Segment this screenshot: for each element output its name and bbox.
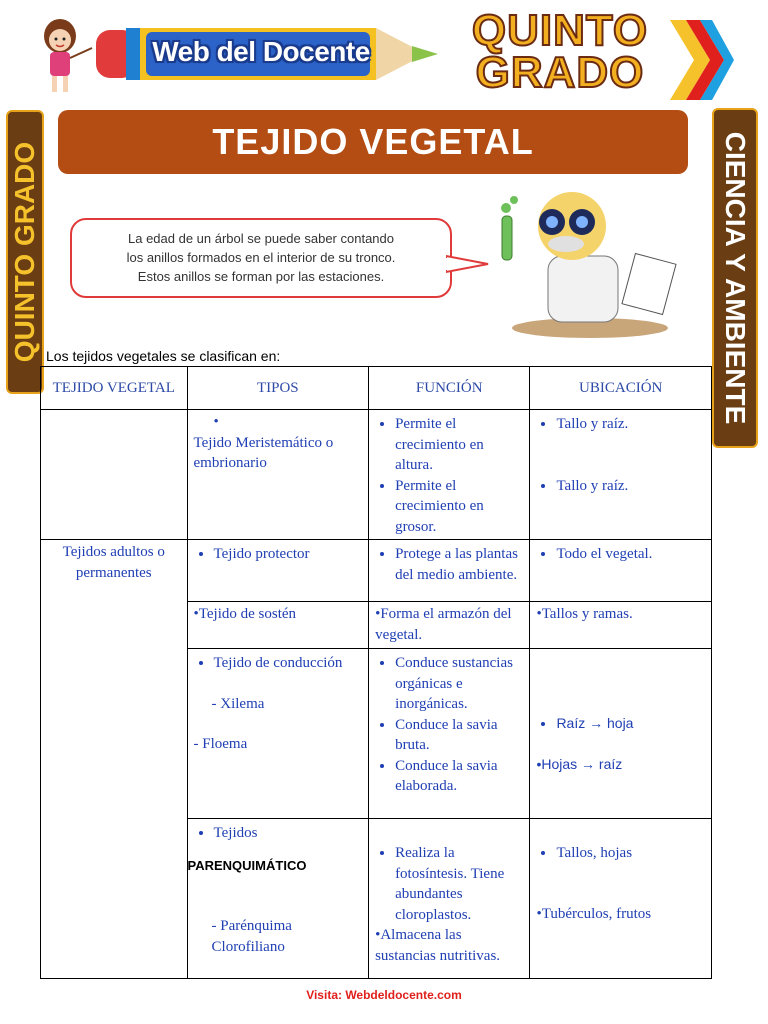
intro-text: Los tejidos vegetales se clasifican en: — [46, 348, 281, 364]
header-funcion: FUNCIÓN — [369, 367, 530, 410]
table-cell — [187, 819, 369, 979]
table-cell — [369, 410, 530, 540]
grade-heading-line2: GRADO — [475, 48, 645, 97]
tipo-item: • Tejido de conducción — [214, 653, 363, 674]
tipo-bold: PARENQUIMÁTICO — [187, 857, 307, 873]
title-banner — [58, 110, 688, 174]
table-cell — [530, 819, 712, 979]
ubicacion-item: •Tubérculos, frutos — [536, 905, 652, 922]
bubble-line-1: La edad de un árbol se puede saber contando — [128, 231, 394, 246]
funcion-item: • Conduce la savia bruta. — [395, 715, 523, 756]
funcion-item: • Conduce la savia elaborada. — [395, 756, 523, 797]
ubicacion-item: • Tallos, hojas — [556, 843, 705, 864]
table-cell — [187, 410, 369, 540]
funcion-item: • Protege a las plantas del medio ambiente. — [395, 544, 523, 585]
tipo-item: • Tejido protector — [214, 544, 363, 565]
funcion-item: • Permite el crecimiento en grosor. — [395, 476, 523, 538]
grade-heading — [440, 6, 680, 97]
table-cell — [530, 649, 712, 819]
tipo-sub: - Floema — [193, 736, 248, 752]
table-row — [41, 410, 712, 540]
ubicacion-item: • Tallo y raíz. — [556, 476, 705, 497]
speech-bubble-tail-icon — [446, 254, 490, 274]
side-banner-left — [6, 110, 44, 394]
ubicacion-item: • Raíz → hoja — [556, 713, 705, 734]
table-cell — [530, 410, 712, 540]
side-banner-left-text: QUINTO GRADO — [9, 141, 40, 363]
header-tejido: TEJIDO VEGETAL — [41, 367, 188, 410]
ubicacion-item: •Hojas → raíz — [536, 755, 623, 772]
table-cell — [41, 410, 188, 540]
tipo-sub: - Parénquima Clorofiliano — [211, 918, 292, 955]
bubble-line-3: Estos anillos se forman por las estaciones. — [137, 269, 385, 284]
scientist-illustration — [490, 186, 686, 342]
speech-bubble-text — [84, 229, 438, 286]
speech-bubble — [70, 218, 452, 298]
teacher-illustration — [30, 14, 96, 98]
grade-heading-line1: QUINTO — [471, 6, 649, 55]
table-cell: •Tejido de sostén — [187, 602, 369, 649]
tipo-sub: - Xilema — [211, 695, 265, 712]
bubble-line-2: los anillos formados en el interior de su tronco. — [126, 250, 396, 265]
table-header-row — [41, 367, 712, 410]
side-banner-right — [712, 108, 758, 448]
ubicacion-item: • Tallo y raíz. — [556, 414, 705, 435]
page-title: TEJIDO VEGETAL — [212, 121, 534, 162]
tipo-bullet: • — [213, 414, 219, 430]
tipo-item: • Tejidos — [214, 823, 363, 844]
table-row — [41, 540, 712, 602]
table-cell: •Tallos y ramas. — [530, 602, 712, 649]
tissue-table — [40, 366, 712, 979]
table-cell — [187, 540, 369, 602]
side-banner-right-text: CIENCIA Y AMBIENTE — [720, 131, 751, 425]
header-ubicacion: UBICACIÓN — [530, 367, 712, 410]
table-cell — [530, 540, 712, 602]
funcion-item: • Conduce sustancias orgánicas e inorgánicas. — [395, 653, 523, 715]
funcion-item: • Realiza la fotosíntesis. Tiene abundantes cloroplastos. — [395, 843, 523, 925]
footer-link[interactable]: Visita: Webdeldocente.com — [306, 988, 462, 1002]
table-cell — [369, 819, 530, 979]
table-cell: •Forma el armazón del vegetal. — [369, 602, 530, 649]
header-tipos: TIPOS — [187, 367, 369, 410]
table-cell — [369, 540, 530, 602]
tipo-text: Tejido Meristemático o embrionario — [193, 434, 334, 471]
group-cell: Tejidos adultos o permanentes — [41, 540, 188, 979]
ubicacion-item: • Todo el vegetal. — [556, 544, 705, 565]
table-cell — [369, 649, 530, 819]
logo-text: Web del Docente — [152, 36, 370, 67]
funcion-item: •Almacena las sustancias nutritivas. — [375, 927, 501, 964]
funcion-item: • Permite el crecimiento en altura. — [395, 414, 523, 476]
table-cell — [187, 649, 369, 819]
